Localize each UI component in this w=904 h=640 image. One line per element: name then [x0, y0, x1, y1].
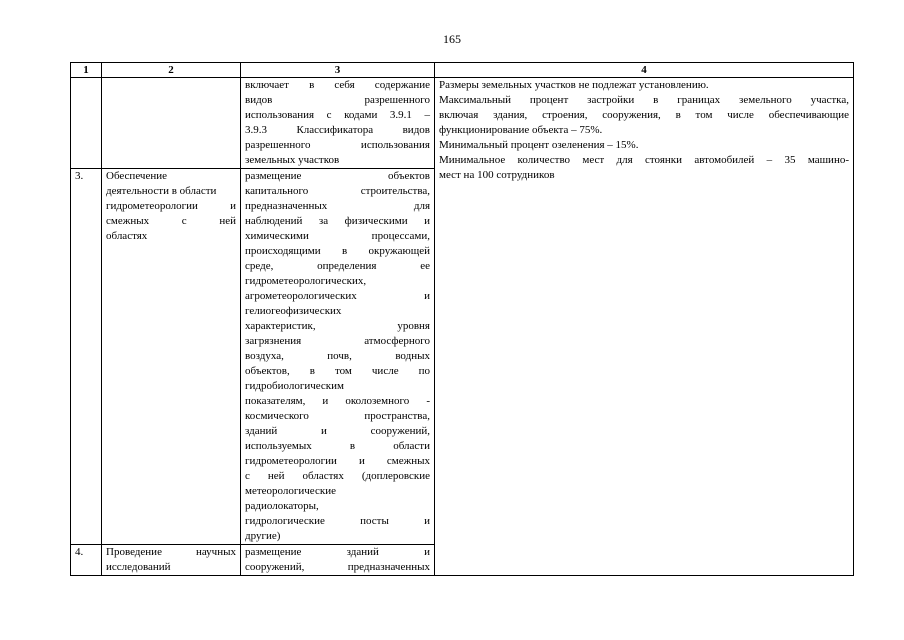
- text-line: другие): [245, 530, 281, 542]
- text-line: областях: [106, 230, 148, 242]
- text-line: Минимальное количество мест для стоянки автомобилей – 35 машино-: [439, 154, 849, 166]
- text-line: метеорологические: [245, 485, 336, 497]
- text-line: размещение зданий и: [245, 546, 430, 558]
- table-row: [71, 78, 854, 169]
- column-header-3: 3: [241, 63, 435, 78]
- use-name-cell: [102, 78, 241, 169]
- column-header-1: 1: [71, 63, 102, 78]
- text-line: Минимальный процент озеленения – 15%.: [439, 139, 639, 151]
- parameters-cell: [435, 78, 854, 576]
- text-line: объектов, в том числе по: [245, 365, 430, 377]
- text-line: гидрологические посты и: [245, 515, 430, 527]
- text-line: включает в себя содержание: [245, 79, 430, 91]
- text-line: гелиогеофизических: [245, 305, 342, 317]
- table-header-row: [71, 63, 854, 78]
- text-line: радиолокаторы,: [245, 500, 319, 512]
- text-line: показателям, и околоземного -: [245, 395, 430, 407]
- text-line: химическими процессами,: [245, 230, 430, 242]
- text-line: земельных участков: [245, 154, 340, 166]
- text-line: 3.9.3 Классификатора видов: [245, 124, 430, 136]
- text-line: космического пространства,: [245, 410, 430, 422]
- text-line: зданий и сооружений,: [245, 425, 430, 437]
- use-name-cell: [102, 169, 241, 545]
- text-line: исследований: [106, 561, 171, 573]
- row-number-cell: 3.: [71, 169, 102, 545]
- text-line: характеристик, уровня: [245, 320, 430, 332]
- use-description-cell: [241, 545, 435, 576]
- text-line: гидробиологическим: [245, 380, 344, 392]
- text-line: размещение объектов: [245, 170, 430, 182]
- text-line: Размеры земельных участков не подлежат установлению.: [439, 79, 709, 91]
- column-header-4: 4: [435, 63, 854, 78]
- text-line: смежных с ней: [106, 215, 236, 227]
- text-line: сооружений, предназначенных: [245, 561, 430, 573]
- regulations-table: [70, 62, 854, 576]
- text-line: агрометеорологических и: [245, 290, 430, 302]
- text-line: использования с кодами 3.9.1 –: [245, 109, 430, 121]
- use-name-cell: [102, 545, 241, 576]
- text-line: разрешенного использования: [245, 139, 430, 151]
- text-line: воздуха, почв, водных: [245, 350, 430, 362]
- text-line: предназначенных для: [245, 200, 430, 212]
- use-description-cell: [241, 169, 435, 545]
- row-number-cell: [71, 78, 102, 169]
- text-line: с ней областях (доплеровские: [245, 470, 430, 482]
- text-line: гидрометеорологии и смежных: [245, 455, 430, 467]
- column-header-2: 2: [102, 63, 241, 78]
- text-line: гидрометеорологии и: [106, 200, 236, 212]
- page-number: 165: [443, 32, 461, 46]
- text-line: видов разрешенного: [245, 94, 430, 106]
- text-line: используемых в области: [245, 440, 430, 452]
- text-line: наблюдений за физическими и: [245, 215, 430, 227]
- text-line: происходящими в окружающей: [245, 245, 430, 257]
- text-line: гидрометеорологических,: [245, 275, 367, 287]
- row-number-cell: 4.: [71, 545, 102, 576]
- text-line: включая здания, строения, сооружения, в том числе обеспечивающие: [439, 109, 849, 121]
- text-line: загрязнения атмосферного: [245, 335, 430, 347]
- text-line: функционирование объекта – 75%.: [439, 124, 603, 136]
- text-line: среде, определения ее: [245, 260, 430, 272]
- use-description-cell: [241, 78, 435, 169]
- text-line: Максимальный процент застройки в границах земельного участка,: [439, 94, 849, 106]
- text-line: Обеспечение: [106, 170, 167, 182]
- text-line: Проведение научных: [106, 546, 236, 558]
- text-line: мест на 100 сотрудников: [439, 169, 555, 181]
- text-line: деятельности в области: [106, 185, 217, 197]
- text-line: капитального строительства,: [245, 185, 430, 197]
